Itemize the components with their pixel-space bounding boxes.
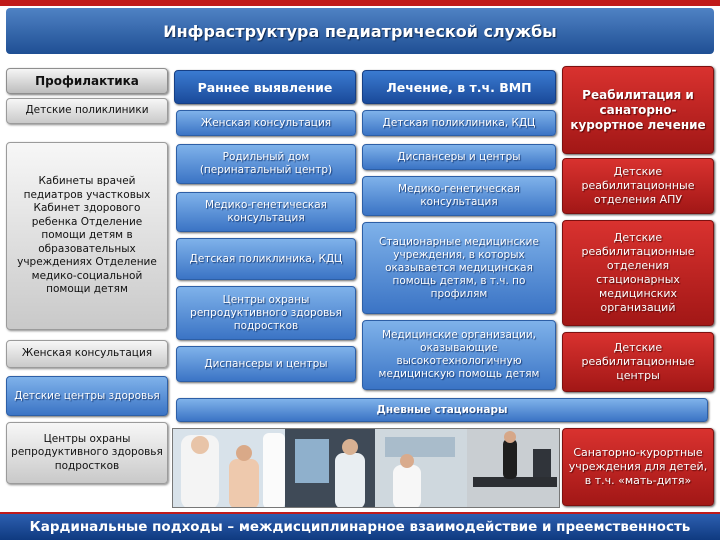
rehabilitation-item-4: Санаторно-курортные учреждения для детей, в т.ч. «мать-дитя» xyxy=(562,428,714,506)
treatment-item-4: Стационарные медицинские учреждения, в которых оказывается медицинская помощь детям, в т.ч. по профилям xyxy=(362,222,556,314)
prophylaxis-item-4: Детские центры здоровья xyxy=(6,376,168,416)
early-detection-item-3: Медико-генетическая консультация xyxy=(176,192,356,232)
treatment-item-2: Диспансеры и центры xyxy=(362,144,556,170)
prophylaxis-item-5: Центры охраны репродуктивного здоровья подростков xyxy=(6,422,168,484)
early-detection-item-1: Женская консультация xyxy=(176,110,356,136)
top-red-stripe xyxy=(0,0,720,6)
rehabilitation-item-3: Детские реабилитационные центры xyxy=(562,332,714,392)
photo-collage-illustration xyxy=(173,429,560,508)
day-hospitals-bar: Дневные стационары xyxy=(176,398,708,422)
treatment-item-3: Медико-генетическая консультация xyxy=(362,176,556,216)
column-header-early-detection: Раннее выявление xyxy=(174,70,356,104)
treatment-item-1: Детская поликлиника, КДЦ xyxy=(362,110,556,136)
treatment-item-5: Медицинские организации, оказывающие высокотехнологичную медицинскую помощь детям xyxy=(362,320,556,390)
column-header-prophylaxis: Профилактика xyxy=(6,68,168,94)
rehabilitation-item-2: Детские реабилитационные отделения стационарных медицинских организаций xyxy=(562,220,714,326)
column-header-treatment: Лечение, в т.ч. ВМП xyxy=(362,70,556,104)
photo-collage xyxy=(172,428,560,508)
rehabilitation-item-1: Детские реабилитационные отделения АПУ xyxy=(562,158,714,214)
prophylaxis-item-3: Женская консультация xyxy=(6,340,168,368)
early-detection-item-5: Центры охраны репродуктивного здоровья подростков xyxy=(176,286,356,340)
early-detection-item-4: Детская поликлиника, КДЦ xyxy=(176,238,356,280)
page-title: Инфраструктура педиатрической службы xyxy=(6,8,714,54)
early-detection-item-6: Диспансеры и центры xyxy=(176,346,356,382)
column-header-rehabilitation: Реабилитация и санаторно-курортное лечение xyxy=(562,66,714,154)
prophylaxis-item-1: Детские поликлиники xyxy=(6,98,168,124)
prophylaxis-item-2: Кабинеты врачей педиатров участковых Кабинет здорового ребенка Отделение помощи детям в образовательных учреждениях Отделение медико-социальной помощи детям xyxy=(6,142,168,330)
early-detection-item-2: Родильный дом (перинатальный центр) xyxy=(176,144,356,184)
footer-banner: Кардинальные подходы – междисциплинарное взаимодействие и преемственность xyxy=(0,514,720,540)
